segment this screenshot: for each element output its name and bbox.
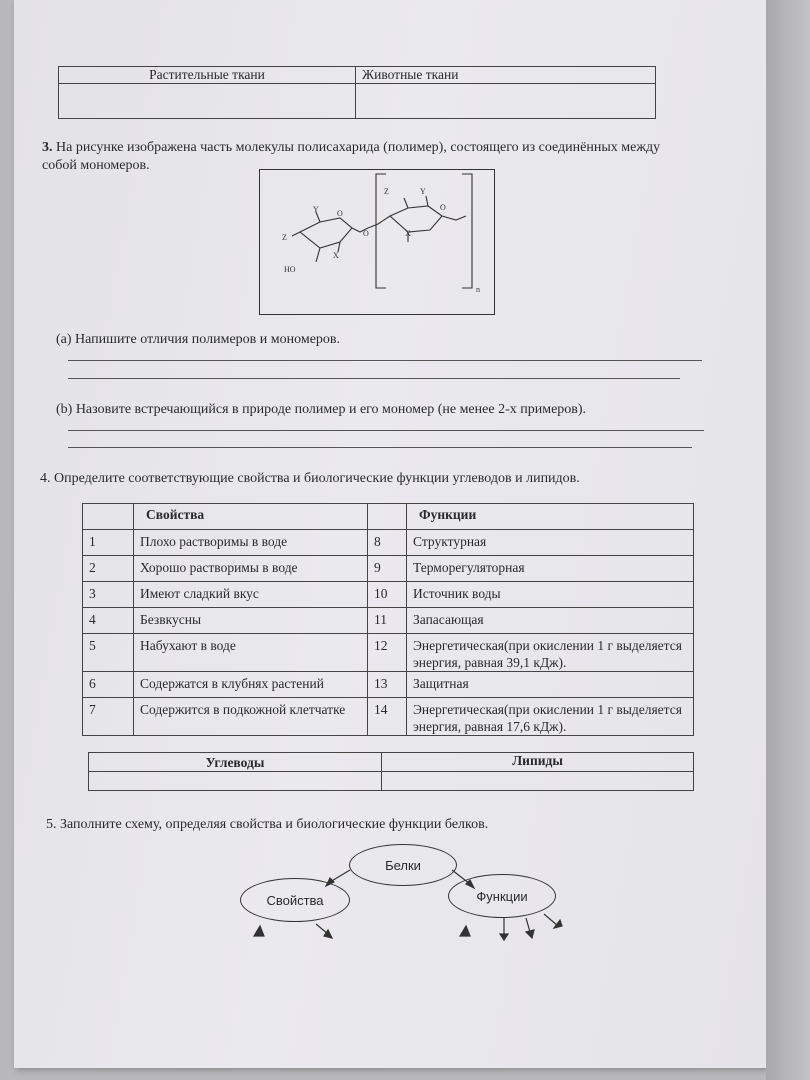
row-number: 9 (368, 556, 407, 582)
header-functions: Функции (407, 504, 694, 530)
question-3-number: 3. (42, 140, 53, 155)
table-row (83, 556, 694, 582)
proteins-node: Белки (349, 844, 457, 886)
property-cell: Содержатся в клубнях растений (134, 672, 368, 698)
label-o-left: O (337, 209, 343, 218)
label-z-right: Z (384, 187, 389, 196)
label-y-left: Y (313, 205, 319, 214)
function-cell: Терморегуляторная (407, 556, 694, 582)
molecule-diagram (260, 170, 494, 314)
function-cell: Структурная (407, 530, 694, 556)
tissues-table (58, 66, 656, 119)
table-row (89, 772, 694, 791)
table-row (89, 753, 694, 772)
question-3-text: На рисунке изображена часть молекулы полисахарида (полимер), состоящего из соединённых между собой мономеров. (42, 140, 661, 173)
table-row (83, 698, 694, 736)
header-properties: Свойства (134, 504, 368, 530)
label-x-right: X (405, 229, 411, 238)
row-number: 5 (83, 634, 134, 672)
functions-node: Функции (448, 874, 556, 918)
answer-table (88, 752, 694, 791)
function-cell: Защитная (407, 672, 694, 698)
row-number: 14 (368, 698, 407, 736)
row-number: 4 (83, 608, 134, 634)
answer-line[interactable] (68, 360, 702, 361)
answer-line[interactable] (68, 378, 680, 379)
row-number: 3 (83, 582, 134, 608)
question-5 (46, 816, 706, 834)
question-4-text: Определите соответствующие свойства и биологические функции углеводов и липидов. (54, 471, 580, 486)
table-row (83, 582, 694, 608)
answer-cell-carbohydrates[interactable] (89, 772, 382, 791)
question-4 (40, 470, 700, 488)
row-number: 10 (368, 582, 407, 608)
label-o-link: O (363, 229, 369, 238)
function-cell: Энергетическая(при окислении 1 г выделяется энергия, равная 39,1 кДж). (407, 634, 694, 672)
row-number: 7 (83, 698, 134, 736)
property-cell: Содержится в подкожной клетчатке (134, 698, 368, 736)
polysaccharide-figure (259, 169, 495, 315)
row-number: 1 (83, 530, 134, 556)
table-row (83, 672, 694, 698)
table-row (83, 634, 694, 672)
label-n: n (476, 285, 480, 294)
header-carbohydrates: Углеводы (89, 753, 382, 772)
property-cell: Имеют сладкий вкус (134, 582, 368, 608)
property-cell: Набухают в воде (134, 634, 368, 672)
table-row (59, 67, 656, 84)
label-y-right: Y (420, 187, 426, 196)
question-4-number: 4. (40, 471, 51, 486)
function-cell: Запасающая (407, 608, 694, 634)
answer-line[interactable] (68, 430, 704, 431)
row-number: 12 (368, 634, 407, 672)
row-number: 6 (83, 672, 134, 698)
question-5-text: Заполните схему, определяя свойства и биологические функции белков. (60, 817, 489, 832)
properties-node: Свойства (240, 878, 350, 922)
question-3a: (a) Напишите отличия полимеров и мономеров. (56, 332, 341, 347)
answer-cell-animal[interactable] (356, 84, 656, 119)
label-ho: HO (284, 265, 296, 274)
label-z-left: Z (282, 233, 287, 242)
background-surface (766, 0, 810, 1080)
table-row (59, 84, 656, 119)
table-row (83, 530, 694, 556)
function-cell: Энергетическая(при окислении 1 г выделяется энергия, равная 17,6 кДж). (407, 698, 694, 736)
property-cell: Плохо растворимы в воде (134, 530, 368, 556)
table-row (83, 504, 694, 530)
label-o-right: O (440, 203, 446, 212)
answer-cell-plant[interactable] (59, 84, 356, 119)
answer-line[interactable] (68, 447, 692, 448)
function-cell: Источник воды (407, 582, 694, 608)
row-number: 2 (83, 556, 134, 582)
header-plant-tissues: Растительные ткани (59, 67, 356, 84)
row-number: 13 (368, 672, 407, 698)
property-cell: Хорошо растворимы в воде (134, 556, 368, 582)
row-number: 8 (368, 530, 407, 556)
question-5-number: 5. (46, 817, 57, 832)
header-animal-tissues: Животные ткани (356, 67, 656, 84)
table-row (83, 608, 694, 634)
question-3b: (b) Назовите встречающийся в природе полимер и его мономер (не менее 2-х примеров). (56, 402, 587, 417)
row-number: 11 (368, 608, 407, 634)
label-x-left: X (333, 251, 339, 260)
header-lipids: Липиды (382, 753, 694, 772)
answer-cell-lipids[interactable] (382, 772, 694, 791)
property-cell: Безвкусны (134, 608, 368, 634)
properties-functions-table (82, 503, 694, 736)
